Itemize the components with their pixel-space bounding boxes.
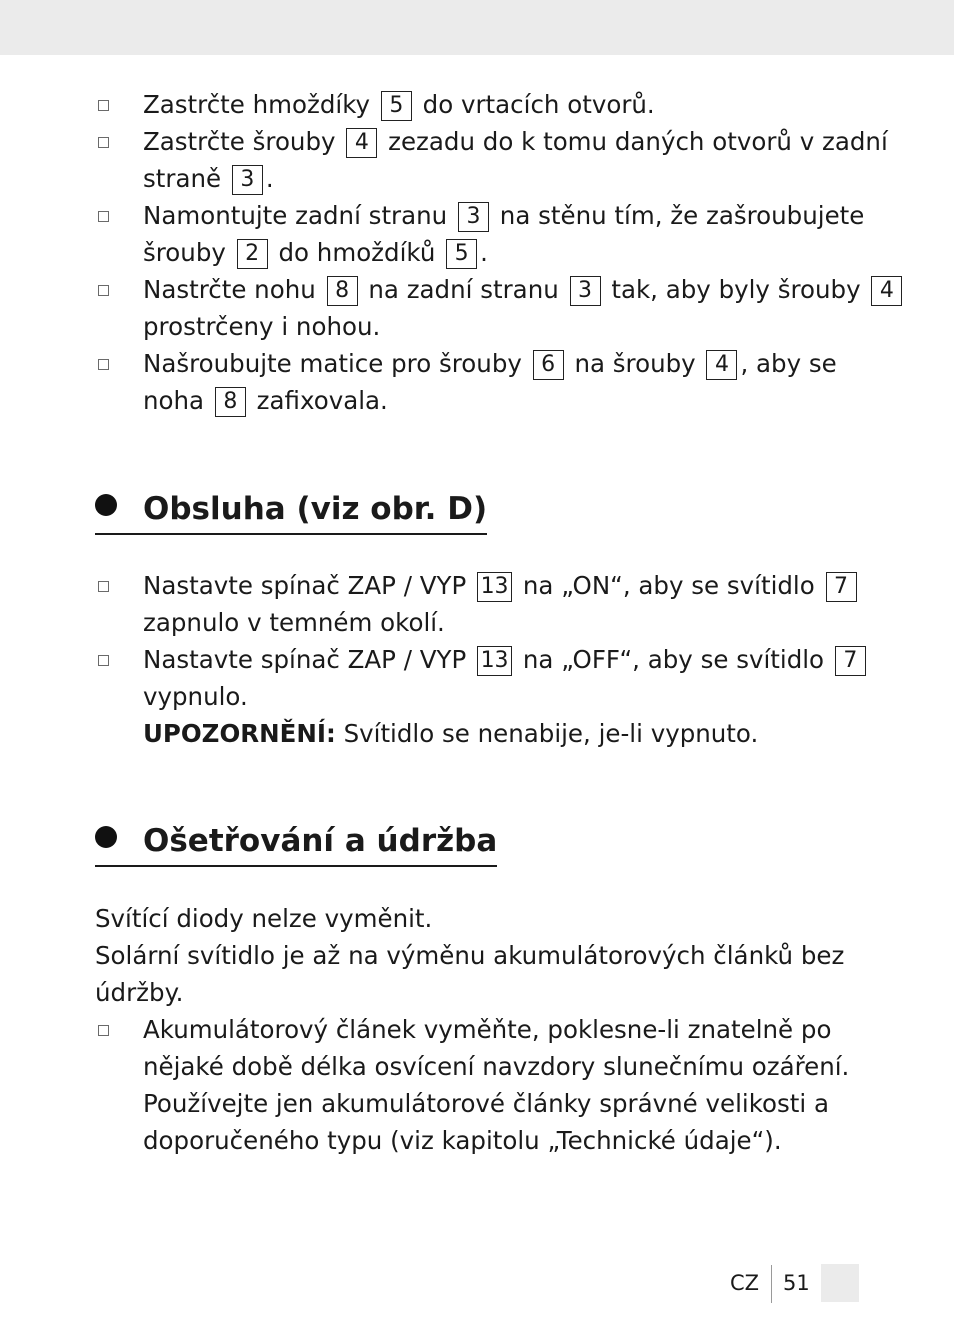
part-ref: 8 — [327, 276, 358, 306]
footer-divider — [771, 1265, 772, 1303]
text: Svítící diody nelze vyměnit. — [95, 904, 433, 933]
part-ref: 7 — [835, 646, 866, 676]
list-item — [143, 197, 883, 271]
list-item — [143, 1011, 883, 1159]
text: Zastrčte hmoždíky — [143, 90, 371, 119]
text: Solární svítidlo je až na výměnu akumulátorových článků bez — [95, 941, 845, 970]
text: údržby. — [95, 978, 184, 1007]
list-item — [143, 86, 883, 123]
part-ref: 3 — [458, 202, 489, 232]
part-ref: 8 — [215, 387, 246, 417]
heading-text: Ošetřování a údržba — [143, 823, 498, 859]
text: tak, aby byly šrouby — [611, 275, 861, 304]
heading-text: Obsluha (viz obr. D) — [143, 491, 488, 527]
text: Zastrčte šrouby — [143, 127, 336, 156]
part-ref: 2 — [237, 239, 268, 269]
text: Akumulátorový článek vyměňte, poklesne-li znatelně po — [143, 1015, 832, 1044]
text: Nastavte spínač ZAP / VYP — [143, 645, 467, 674]
part-ref: 13 — [477, 572, 512, 602]
bullet-dot-icon — [95, 494, 117, 516]
text: zezadu do k tomu daných otvorů v zadní — [388, 127, 888, 156]
part-ref: 4 — [346, 128, 377, 158]
section-heading-maintenance — [95, 819, 497, 867]
text: do hmoždíků — [278, 238, 436, 267]
part-ref: 4 — [706, 350, 737, 380]
part-ref: 5 — [381, 91, 412, 121]
text: doporučeného typu (viz kapitolu „Technické údaje“). — [143, 1126, 782, 1155]
footer-tab-marker — [821, 1264, 859, 1302]
list-item — [143, 123, 888, 197]
text: zapnulo v temném okolí. — [143, 608, 445, 637]
section-heading-operation — [95, 487, 487, 535]
text: , aby se — [740, 349, 837, 378]
text: šrouby — [143, 238, 226, 267]
list-item — [143, 641, 883, 752]
text: do vrtacích otvorů. — [422, 90, 655, 119]
text: na zadní stranu — [368, 275, 559, 304]
paragraph — [95, 900, 845, 1011]
text: zafixovala. — [256, 386, 388, 415]
checkbox-bullet — [98, 359, 109, 370]
text: . — [480, 238, 488, 267]
bullet-dot-icon — [95, 826, 117, 848]
part-ref: 4 — [871, 276, 902, 306]
text: Namontujte zadní stranu — [143, 201, 448, 230]
page-top-band — [0, 0, 954, 55]
checkbox-bullet — [98, 211, 109, 222]
text: nějaké době délka osvícení navzdory slunečnímu ozáření. — [143, 1052, 850, 1081]
text: noha — [143, 386, 205, 415]
text: na „ON“, aby se svítidlo — [522, 571, 815, 600]
text: vypnulo. — [143, 682, 248, 711]
checkbox-bullet — [98, 1025, 109, 1036]
list-item — [143, 567, 883, 641]
checkbox-bullet — [98, 655, 109, 666]
text: na „OFF“, aby se svítidlo — [522, 645, 825, 674]
checkbox-bullet — [98, 100, 109, 111]
note-label: UPOZORNĚNÍ: — [143, 719, 336, 748]
text: Používejte jen akumulátorové články správné velikosti a — [143, 1089, 829, 1118]
list-item — [143, 345, 883, 419]
text: straně — [143, 164, 222, 193]
note-text: Svítidlo se nenabije, je-li vypnuto. — [343, 719, 759, 748]
checkbox-bullet — [98, 285, 109, 296]
checkbox-bullet — [98, 137, 109, 148]
checkbox-bullet — [98, 581, 109, 592]
text: na šrouby — [574, 349, 696, 378]
text: prostrčeny i nohou. — [143, 312, 381, 341]
part-ref: 6 — [533, 350, 564, 380]
text: . — [265, 164, 274, 193]
text: na stěnu tím, že zašroubujete — [499, 201, 865, 230]
list-item — [143, 271, 894, 345]
part-ref: 5 — [446, 239, 477, 269]
part-ref: 13 — [477, 646, 512, 676]
page-number: 51 — [783, 1271, 810, 1295]
text: Našroubujte matice pro šrouby — [143, 349, 522, 378]
text: Nastavte spínač ZAP / VYP — [143, 571, 467, 600]
part-ref: 7 — [826, 572, 857, 602]
language-code: CZ — [730, 1271, 760, 1295]
part-ref: 3 — [570, 276, 601, 306]
part-ref: 3 — [232, 165, 263, 195]
text: Nastrčte nohu — [143, 275, 316, 304]
